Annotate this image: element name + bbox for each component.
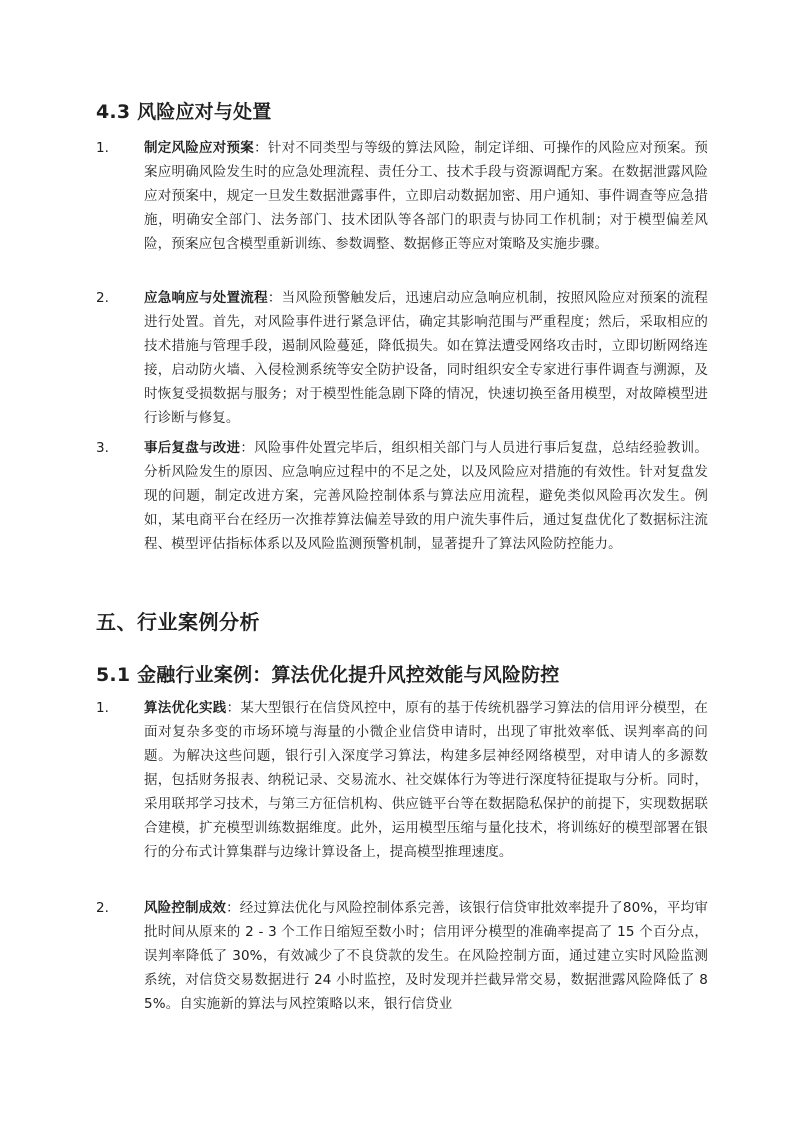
list-item-body [144, 436, 708, 556]
list-item-text: ：经过算法优化与风险控制体系完善，该银行信贷审批效率提升了80%，平均审批时间从原来的 2 - 3 个工作日缩短至数小时；信用评分模型的准确率提高了 15 个百分点，误判率降低了 30%，有效减少了不良贷款的发生。在风险控制方面，通过建立实时风险监测系统，对信贷交易数据进行 24 小时监控，及时发现并拦截异常交易，数据泄露风险降低了 85%。自实施新的算法与风控策略以来，银行信贷业 [144, 900, 709, 1012]
list-item-term: 事后复盘与改进 [144, 440, 241, 456]
list-item-term: 风险控制成效 [144, 900, 227, 916]
list-number: 2. [96, 900, 109, 916]
list-number: 1. [96, 700, 109, 716]
list-item-term: 算法优化实践 [144, 700, 227, 716]
list-item-text: ：针对不同类型与等级的算法风险，制定详细、可操作的风险应对预案。预案应明确风险发生时的应急处理流程、责任分工、技术手段与资源调配方案。在数据泄露风险应对预案中，规定一旦发生数据泄露事件，立即启动数据加密、用户通知、事件调查等应急措施，明确安全部门、法务部门、技术团队等各部门的职责与协同工作机制；对于模型偏差风险，预案应包含模型重新训练、参数调整、数据修正等应对策略及实施步骤。 [144, 140, 709, 252]
section-heading-5-1: 5.1 金融行业案例：算法优化提升风控效能与风险防控 [96, 664, 560, 686]
section-heading-4-3: 4.3 风险应对与处置 [96, 101, 272, 123]
list-item-term: 制定风险应对预案 [144, 140, 255, 156]
list-item-text: ：某大型银行在信贷风控中，原有的基于传统机器学习算法的信用评分模型，在面对复杂多变的市场环境与海量的小微企业信贷申请时，出现了审批效率低、误判率高的问题。为解决这些问题，银行引入深度学习算法，构建多层神经网络模型，对申请人的多源数据，包括财务报表、纳税记录、交易流水、社交媒体行为等进行深度特征提取与分析。同时，采用联邦学习技术，与第三方征信机构、供应链平台等在数据隐私保护的前提下，实现数据联合建模，扩充模型训练数据维度。此外，运用模型压缩与量化技术，将训练好的模型部署在银行的分布式计算集群与边缘计算设备上，提高模型推理速度。 [144, 700, 709, 860]
list-item-body [144, 136, 708, 256]
list-item-body [144, 896, 708, 1016]
list-item-term: 应急响应与处置流程 [144, 290, 268, 306]
list-number: 1. [96, 140, 109, 156]
list-item-text: ：风险事件处置完毕后，组织相关部门与人员进行事后复盘，总结经验教训。分析风险发生的原因、应急响应过程中的不足之处，以及风险应对措施的有效性。针对复盘发现的问题，制定改进方案，完善风险控制体系与算法应用流程，避免类似风险再次发生。例如，某电商平台在经历一次推荐算法偏差导致的用户流失事件后，通过复盘优化了数据标注流程、模型评估指标体系以及风险监测预警机制，显著提升了算法风险防控能力。 [144, 440, 708, 552]
list-item-body [144, 286, 708, 430]
list-item-body [144, 696, 708, 864]
list-number: 3. [96, 440, 109, 456]
list-item-text: ：当风险预警触发后，迅速启动应急响应机制，按照风险应对预案的流程进行处置。首先，对风险事件进行紧急评估，确定其影响范围与严重程度；然后，采取相应的技术措施与管理手段，遏制风险蔓延，降低损失。如在算法遭受网络攻击时，立即切断网络连接，启动防火墙、入侵检测系统等安全防护设备，同时组织安全专家进行事件调查与溯源，及时恢复受损数据与服务；对于模型性能急剧下降的情况，快速切换至备用模型，对故障模型进行诊断与修复。 [144, 290, 708, 426]
chapter-heading-5: 五、行业案例分析 [96, 610, 260, 634]
list-number: 2. [96, 290, 109, 306]
